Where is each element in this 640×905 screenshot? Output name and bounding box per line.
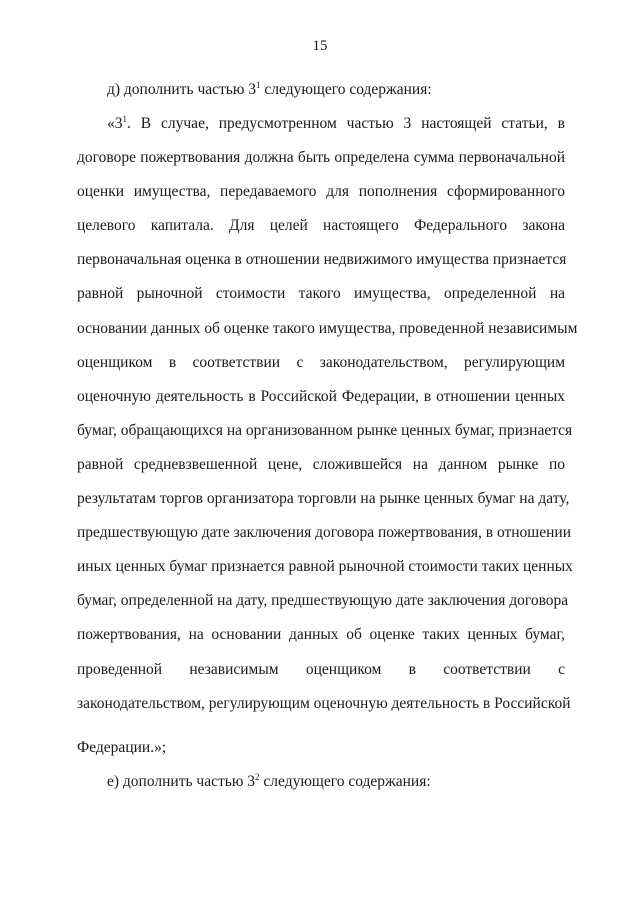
quote-line: первоначальная оценка в отношении недвижимого имущества признается [77,251,567,268]
quote-first-rest: . В случае, предусмотренном частью 3 настоящей статьи, в [127,115,565,132]
paragraph-d-prefix: д) дополнить частью 3 [107,81,257,98]
paragraph-e-suffix: следующего содержания: [259,773,431,790]
quote-line: равной рыночной стоимости такого имущества, определенной на [77,285,565,302]
paragraph-e-prefix: е) дополнить частью 3 [107,773,256,790]
quote-line: бумаг, обращающихся на организованном рынке ценных бумаг, признается [77,422,573,439]
quote-superscript: 1 [122,114,127,124]
quote-line: проведенной независимым оценщиком в соответствии с [77,661,565,678]
quote-open: «3 [107,115,123,132]
quote-line: пожертвования, на основании данных об оценке таких ценных бумаг, [77,626,565,643]
quote-line: законодательством, регулирующим оценочную деятельность в Российской [77,695,571,712]
quote-last-line: Федерации.»; [77,739,167,756]
quote-line: основании данных об оценке такого имущества, проведенной независимым [77,320,578,337]
quote-line: договоре пожертвования должна быть определена сумма первоначальной [77,149,565,166]
paragraph-d [107,80,565,101]
quote-first-line [107,114,565,135]
quote-line: результатам торгов организатора торговли на рынке ценных бумаг на дату, [77,490,570,507]
quote-line: оценочную деятельность в Российской Федерации, в отношении ценных [77,388,565,405]
paragraph-d-superscript: 1 [256,80,261,90]
quote-line: иных ценных бумаг признается равной рыночной стоимости таких ценных [77,558,573,575]
quote-line: предшествующую дате заключения договора пожертвования, в отношении [77,524,572,541]
quote-line: бумаг, определенной на дату, предшествующую дате заключения договора [77,592,569,609]
quote-line: оценки имущества, передаваемого для пополнения сформированного [77,183,565,200]
paragraph-e [107,772,565,793]
quote-line: равной средневзвешенной цене, сложившейся на данном рынке по [77,456,565,473]
paragraph-e-superscript: 2 [255,772,260,782]
paragraph-d-suffix: следующего содержания: [260,81,432,98]
quote-line: целевого капитала. Для целей настоящего Федерального закона [77,217,565,234]
page-number: 15 [312,38,328,54]
quote-line: оценщиком в соответствии с законодательством, регулирующим [77,354,565,371]
